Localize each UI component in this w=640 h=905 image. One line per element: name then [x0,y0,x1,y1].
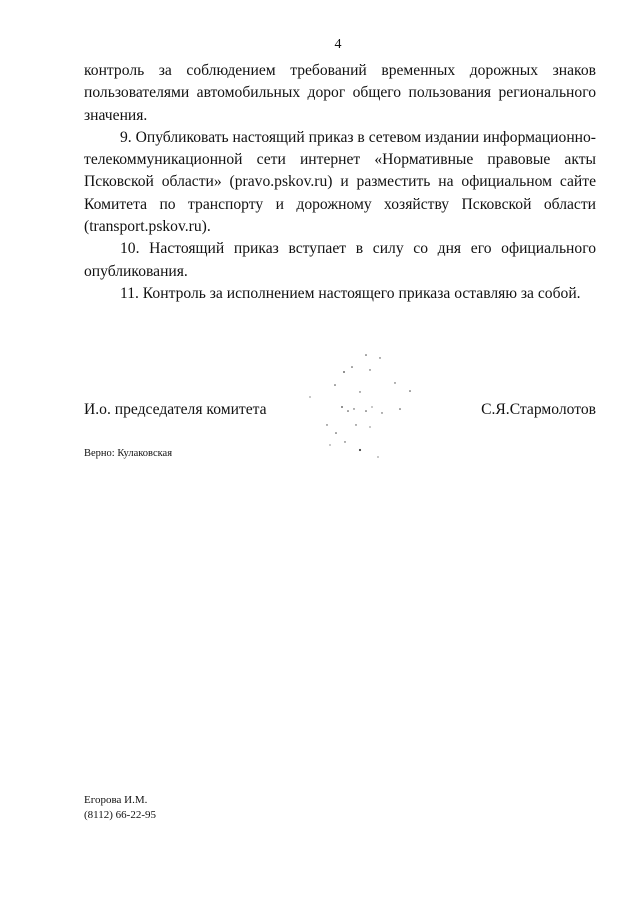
signer-position: И.о. председателя комитета [84,401,267,418]
executor-name: Егорова И.М. [84,794,148,806]
paragraph-item-11: 11. Контроль за исполнением настоящего приказа оставляю за собой. [120,284,581,302]
document-body [84,60,596,305]
paragraph-item-9: 9. Опубликовать настоящий приказ в сетевом издании информационно-телекоммуникационной сети интернет «Нормативные правовые акты Псковской области» (pravo.pskov.ru) и разместить на официальном сайте Комитета по транспорту и дорожному хозяйству Псковской области (transport.pskov.ru). [84,128,596,236]
executor-phone: (8112) 66-22-95 [84,809,156,821]
executor-block [84,793,156,823]
page-number: 4 [334,37,342,52]
verified-note: Верно: Кулаковская [84,448,173,459]
paragraph-item-10: 10. Настоящий приказ вступает в силу со дня его официального опубликования. [84,240,596,280]
paragraph-continuation: контроль за соблюдением требований временных дорожных знаков пользователями автомобильных дорог общего пользования регионального значения. [84,62,596,124]
signature-stamp-specks [300,345,430,465]
signer-name: С.Я.Стармолотов [481,401,596,418]
